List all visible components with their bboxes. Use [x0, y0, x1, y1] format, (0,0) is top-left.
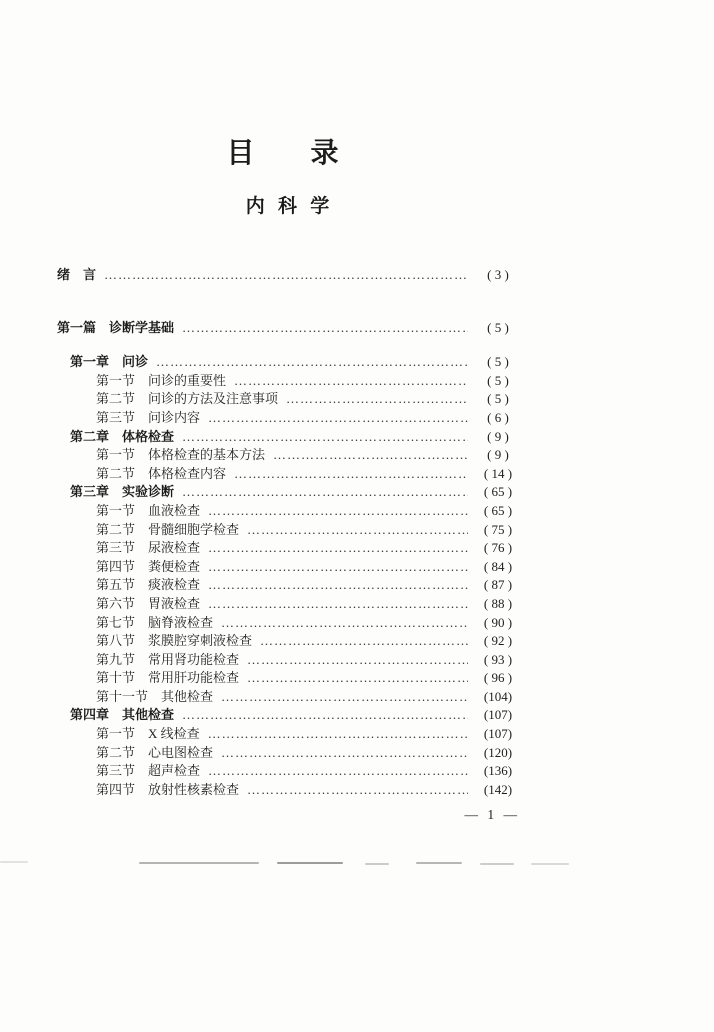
dot-leader [247, 521, 468, 540]
toc-entry-label: 第一节 血液检查 [96, 502, 201, 518]
toc-entry [57, 502, 522, 521]
dot-leader [208, 725, 468, 744]
toc-entry [57, 390, 522, 409]
toc-entry-label: 第六节 胃液检查 [96, 595, 201, 611]
dot-leader [234, 372, 468, 391]
toc-entry-label: 第二节 问诊的方法及注意事项 [96, 391, 279, 407]
toc-entry-label: 第四节 粪便检查 [96, 558, 201, 574]
dot-leader [221, 744, 468, 763]
toc-entry [57, 266, 522, 285]
toc-entry [57, 319, 522, 338]
page-subtitle: 内 科 学 [245, 196, 334, 217]
toc-entry-page: (107) [483, 726, 513, 742]
toc-entry-page: (142) [483, 781, 513, 797]
dot-leader [221, 688, 468, 707]
toc-entry-page: ( 90 ) [483, 614, 513, 630]
toc-entry-page: ( 76 ) [483, 540, 513, 556]
scan-artifact-line [531, 863, 569, 865]
toc-entry [57, 781, 522, 800]
dot-leader [208, 576, 468, 595]
toc-list [57, 266, 522, 799]
toc-entry [57, 688, 522, 707]
toc-entry [57, 558, 522, 577]
toc-entry-label: 第五节 痰液检查 [96, 577, 201, 593]
dot-leader [156, 353, 468, 372]
dot-leader [286, 390, 468, 409]
toc-entry [57, 706, 522, 725]
toc-entry-label: 第三章 实验诊断 [70, 484, 175, 500]
toc-entry [57, 725, 522, 744]
dot-leader [182, 319, 468, 338]
toc-entry-page: ( 75 ) [483, 521, 513, 537]
toc-entry [57, 576, 522, 595]
toc-entry [57, 614, 522, 633]
toc-entry-label: 第一节 问诊的重要性 [96, 372, 227, 388]
toc-entry-label: 第十节 常用肝功能检查 [96, 670, 240, 686]
toc-entry-label: 第一篇 诊断学基础 [57, 319, 175, 335]
toc-entry-label: 第八节 浆膜腔穿刺液检查 [96, 633, 253, 649]
scan-artifact-line [277, 862, 343, 864]
dot-leader [208, 409, 468, 428]
toc-entry-page: ( 87 ) [483, 577, 513, 593]
toc-entry-label: 第三节 超声检查 [96, 763, 201, 779]
toc-entry-label: 第一章 问诊 [70, 354, 149, 370]
toc-entry [57, 353, 522, 372]
toc-entry-page: ( 92 ) [483, 633, 513, 649]
dot-leader [260, 632, 468, 651]
scan-artifact-line [139, 862, 259, 864]
dot-leader [182, 706, 468, 725]
toc-entry-page: ( 9 ) [487, 447, 509, 463]
toc-entry [57, 372, 522, 391]
toc-entry-label: 第二章 体格检查 [70, 428, 175, 444]
toc-entry-page: (120) [483, 744, 513, 760]
toc-entry-page: ( 93 ) [483, 651, 513, 667]
toc-entry-page: (104) [483, 688, 513, 704]
toc-entry [57, 632, 522, 651]
toc-entry [57, 428, 522, 447]
dot-leader [104, 266, 468, 285]
toc-entry [57, 651, 522, 670]
toc-entry-page: ( 3 ) [487, 267, 509, 282]
dot-leader [182, 428, 468, 447]
toc-entry [57, 483, 522, 502]
toc-entry-page: ( 5 ) [487, 319, 509, 335]
toc-entry-page: ( 84 ) [483, 558, 513, 574]
toc-entry-label: 第七节 脑脊液检查 [96, 614, 214, 630]
toc-entry-label: 第三节 尿液检查 [96, 540, 201, 556]
toc-entry-label: 第四章 其他检查 [70, 707, 175, 723]
dot-leader [208, 595, 468, 614]
toc-entry-label: 第九节 常用肾功能检查 [96, 651, 240, 667]
toc-entry-label: 第十一节 其他检查 [96, 688, 214, 704]
toc-entry [57, 446, 522, 465]
dot-leader [247, 669, 468, 688]
dot-leader [208, 558, 468, 577]
scan-artifact-line [0, 861, 28, 863]
toc-entry-page: (136) [483, 763, 513, 779]
toc-entry-page: ( 9 ) [487, 428, 509, 444]
toc-content [57, 0, 522, 823]
toc-entry-page: ( 5 ) [487, 372, 509, 388]
toc-entry [57, 521, 522, 540]
page-title: 目 录 [226, 138, 353, 169]
toc-entry-label: 第二节 体格检查内容 [96, 465, 227, 481]
page-number-footer: — 1 — [464, 807, 520, 823]
toc-entry-page: ( 65 ) [483, 484, 513, 500]
toc-entry [57, 669, 522, 688]
toc-entry-page: ( 65 ) [483, 502, 513, 518]
dot-leader [247, 651, 468, 670]
toc-entry-page: ( 5 ) [487, 391, 509, 407]
toc-entry-label: 绪 言 [57, 267, 97, 282]
dot-leader [208, 502, 468, 521]
toc-entry-label: 第二节 骨髓细胞学检查 [96, 521, 240, 537]
dot-leader [182, 483, 468, 502]
toc-entry [57, 744, 522, 763]
dot-leader [208, 762, 468, 781]
toc-entry-page: (107) [483, 707, 513, 723]
toc-entry-page: ( 96 ) [483, 670, 513, 686]
dot-leader [247, 781, 468, 800]
dot-leader [273, 446, 468, 465]
scan-artifact-line [416, 862, 462, 864]
toc-entry-label: 第四节 放射性核素检查 [96, 781, 240, 797]
toc-entry [57, 465, 522, 484]
toc-entry-label: 第一节 体格检查的基本方法 [96, 447, 266, 463]
scan-artifact-line [365, 863, 389, 865]
toc-entry-label: 第二节 心电图检查 [96, 744, 214, 760]
dot-leader [208, 539, 468, 558]
scan-artifact-line [480, 863, 514, 865]
toc-entry-page: ( 14 ) [483, 465, 513, 481]
toc-entry [57, 539, 522, 558]
toc-entry-label: 第一节 X 线检查 [96, 726, 200, 742]
toc-entry-page: ( 5 ) [487, 354, 509, 370]
toc-entry-label: 第三节 问诊内容 [96, 409, 201, 425]
toc-entry-page: ( 88 ) [483, 595, 513, 611]
toc-entry-page: ( 6 ) [487, 409, 509, 425]
dot-leader [234, 465, 468, 484]
toc-entry [57, 762, 522, 781]
dot-leader [221, 614, 468, 633]
toc-entry [57, 409, 522, 428]
toc-entry [57, 595, 522, 614]
